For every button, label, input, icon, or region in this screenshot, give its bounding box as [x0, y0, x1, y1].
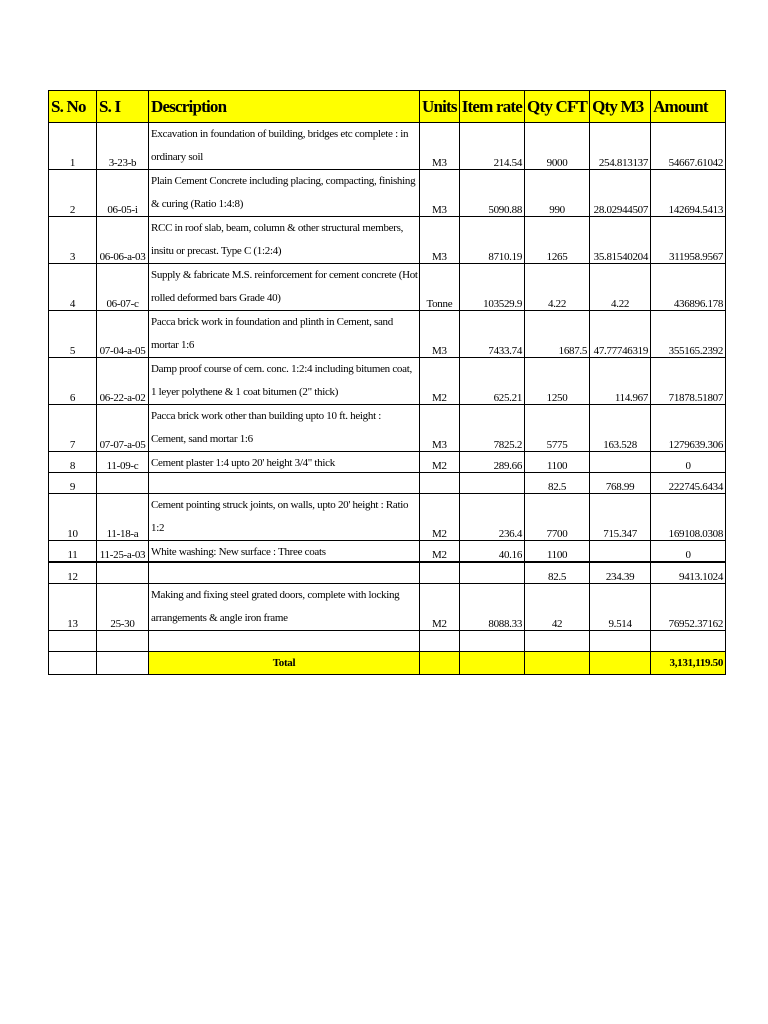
cell-description[interactable]: Damp proof course of cem. conc. 1:2:4 including bitumen coat, 1 leyer polythene & 1 coat bitumen (2" thick) [149, 358, 420, 405]
cell-qty-m3[interactable]: 768.99 [590, 473, 651, 494]
cell-sno[interactable]: 5 [49, 311, 97, 358]
cell-units[interactable]: M3 [420, 170, 460, 217]
total-row [49, 652, 726, 675]
cell-units[interactable]: M3 [420, 311, 460, 358]
cell-amount[interactable]: 222745.6434 [651, 473, 726, 494]
cell-sno[interactable]: 11 [49, 541, 97, 563]
cell-rate[interactable]: 7825.2 [459, 405, 524, 452]
cell-qty-cft[interactable]: 7700 [525, 494, 590, 541]
cell-si[interactable]: 06-06-a-03 [97, 217, 149, 264]
cell-rate[interactable]: 103529.9 [459, 264, 524, 311]
cell-qty-m3[interactable]: 35.81540204 [590, 217, 651, 264]
cell-amount[interactable]: 0 [651, 452, 726, 473]
empty-cell[interactable] [525, 631, 590, 652]
cell-units[interactable] [420, 562, 460, 584]
cell-qty-cft[interactable]: 1687.5 [525, 311, 590, 358]
table-row [49, 170, 726, 217]
cell-qty-cft[interactable]: 1100 [525, 452, 590, 473]
cell-si[interactable]: 11-18-a [97, 494, 149, 541]
cell-amount[interactable]: 436896.178 [651, 264, 726, 311]
cell-description[interactable] [149, 473, 420, 494]
cell-qty-cft[interactable]: 1250 [525, 358, 590, 405]
cell-rate[interactable]: 7433.74 [459, 311, 524, 358]
cell-qty-cft[interactable]: 42 [525, 584, 590, 631]
cell-sno[interactable]: 1 [49, 123, 97, 170]
cell-rate[interactable]: 8710.19 [459, 217, 524, 264]
cell-qty-cft[interactable]: 990 [525, 170, 590, 217]
cell-units[interactable]: M2 [420, 452, 460, 473]
cell-description[interactable]: White washing: New surface : Three coats [149, 541, 420, 563]
cell-amount[interactable]: 311958.9567 [651, 217, 726, 264]
cell-units[interactable]: M2 [420, 541, 460, 563]
cell-sno[interactable]: 12 [49, 562, 97, 584]
table-row [49, 311, 726, 358]
cell-sno[interactable]: 10 [49, 494, 97, 541]
empty-cell[interactable] [97, 631, 149, 652]
empty-cell[interactable] [149, 631, 420, 652]
header-sno[interactable]: S. No [49, 91, 97, 123]
cell-sno[interactable]: 8 [49, 452, 97, 473]
cell-units[interactable] [420, 473, 460, 494]
cell-qty-cft[interactable]: 1100 [525, 541, 590, 563]
estimate-table [48, 90, 726, 675]
cell-si[interactable]: 25-30 [97, 584, 149, 631]
cell-qty-cft[interactable]: 4.22 [525, 264, 590, 311]
empty-cell[interactable] [49, 631, 97, 652]
table-row [49, 358, 726, 405]
cell-qty-m3[interactable]: 234.39 [590, 562, 651, 584]
empty-cell[interactable] [651, 631, 726, 652]
cell-amount[interactable]: 0 [651, 541, 726, 563]
cell-amount[interactable]: 142694.5413 [651, 170, 726, 217]
table-row [49, 452, 726, 473]
cell-rate[interactable]: 236.4 [459, 494, 524, 541]
table-row [49, 494, 726, 541]
cell-si[interactable]: 11-09-c [97, 452, 149, 473]
empty-cell[interactable] [49, 652, 97, 675]
header-units[interactable]: Units [420, 91, 460, 123]
empty-cell[interactable] [420, 631, 460, 652]
empty-cell[interactable] [525, 652, 590, 675]
cell-sno[interactable]: 2 [49, 170, 97, 217]
cell-description[interactable]: Pacca brick work other than building upto 10 ft. height : Cement, sand mortar 1:6 [149, 405, 420, 452]
empty-cell[interactable] [459, 631, 524, 652]
table-row [49, 562, 726, 584]
header-item-rate[interactable]: Item rate [459, 91, 524, 123]
empty-cell[interactable] [590, 631, 651, 652]
cell-sno[interactable]: 9 [49, 473, 97, 494]
cell-description[interactable]: Supply & fabricate M.S. reinforcement for cement concrete (Hot rolled deformed bars Grade 40) [149, 264, 420, 311]
cell-rate[interactable]: 8088.33 [459, 584, 524, 631]
cell-units[interactable]: M2 [420, 494, 460, 541]
cell-units[interactable]: Tonne [420, 264, 460, 311]
cell-si[interactable]: 07-07-a-05 [97, 405, 149, 452]
cell-units[interactable]: M3 [420, 217, 460, 264]
cell-rate[interactable]: 289.66 [459, 452, 524, 473]
table-row [49, 123, 726, 170]
cell-sno[interactable]: 4 [49, 264, 97, 311]
table-row [49, 405, 726, 452]
cell-units[interactable]: M2 [420, 584, 460, 631]
cell-rate[interactable]: 40.16 [459, 541, 524, 563]
empty-cell[interactable] [459, 652, 524, 675]
cell-qty-m3[interactable]: 28.02944507 [590, 170, 651, 217]
table-row-empty [49, 631, 726, 652]
cell-qty-cft[interactable]: 5775 [525, 405, 590, 452]
cell-si[interactable]: 11-25-a-03 [97, 541, 149, 563]
cell-amount[interactable]: 1279639.306 [651, 405, 726, 452]
header-description[interactable]: Description [149, 91, 420, 123]
cell-units[interactable]: M3 [420, 405, 460, 452]
table-row [49, 473, 726, 494]
header-row [49, 91, 726, 123]
cell-rate[interactable]: 625.21 [459, 358, 524, 405]
cell-qty-m3[interactable]: 47.77746319 [590, 311, 651, 358]
table-row [49, 264, 726, 311]
header-qty-cft[interactable]: Qty CFT [525, 91, 590, 123]
empty-cell[interactable] [590, 652, 651, 675]
table-row [49, 541, 726, 563]
cell-description[interactable]: Pacca brick work in foundation and plinth in Cement, sand mortar 1:6 [149, 311, 420, 358]
cell-amount[interactable]: 169108.0308 [651, 494, 726, 541]
cell-si[interactable]: 3-23-b [97, 123, 149, 170]
empty-cell[interactable] [420, 652, 460, 675]
header-si[interactable]: S. I [97, 91, 149, 123]
cell-rate[interactable]: 5090.88 [459, 170, 524, 217]
cell-si[interactable] [97, 473, 149, 494]
cell-qty-cft[interactable]: 82.5 [525, 473, 590, 494]
cell-rate[interactable]: 214.54 [459, 123, 524, 170]
cell-amount[interactable]: 76952.37162 [651, 584, 726, 631]
cell-qty-m3[interactable]: 114.967 [590, 358, 651, 405]
cell-qty-cft[interactable]: 1265 [525, 217, 590, 264]
header-amount[interactable]: Amount [651, 91, 726, 123]
cell-si[interactable]: 06-22-a-02 [97, 358, 149, 405]
cell-qty-m3[interactable]: 254.813137 [590, 123, 651, 170]
cell-description[interactable]: Cement plaster 1:4 upto 20' height 3/4" thick [149, 452, 420, 473]
cell-qty-m3[interactable]: 163.528 [590, 405, 651, 452]
cell-description[interactable]: Excavation in foundation of building, bridges etc complete : in ordinary soil [149, 123, 420, 170]
cell-units[interactable]: M2 [420, 358, 460, 405]
total-label[interactable]: Total [149, 652, 420, 675]
cell-rate[interactable] [459, 473, 524, 494]
total-amount[interactable]: 3,131,119.50 [651, 652, 726, 675]
cell-qty-m3[interactable] [590, 541, 651, 563]
cell-description[interactable]: Plain Cement Concrete including placing, compacting, finishing & curing (Ratio 1:4:8) [149, 170, 420, 217]
cell-sno[interactable]: 13 [49, 584, 97, 631]
cell-amount[interactable]: 54667.61042 [651, 123, 726, 170]
cell-amount[interactable]: 9413.1024 [651, 562, 726, 584]
table-row [49, 584, 726, 631]
cell-si[interactable]: 07-04-a-05 [97, 311, 149, 358]
cell-sno[interactable]: 3 [49, 217, 97, 264]
cell-description[interactable] [149, 562, 420, 584]
cell-si[interactable] [97, 562, 149, 584]
header-qty-m3[interactable]: Qty M3 [590, 91, 651, 123]
cell-description[interactable]: RCC in roof slab, beam, column & other structural members, insitu or precast. Type C (1:2:4) [149, 217, 420, 264]
cell-description[interactable]: Cement pointing struck joints, on walls, upto 20' height : Ratio 1:2 [149, 494, 420, 541]
cell-sno[interactable]: 7 [49, 405, 97, 452]
cell-units[interactable]: M3 [420, 123, 460, 170]
cell-amount[interactable]: 71878.51807 [651, 358, 726, 405]
cell-rate[interactable] [459, 562, 524, 584]
cell-description[interactable]: Making and fixing steel grated doors, complete with locking arrangements & angle iron frame [149, 584, 420, 631]
table-row [49, 217, 726, 264]
cell-si[interactable]: 06-05-i [97, 170, 149, 217]
cell-qty-m3[interactable]: 4.22 [590, 264, 651, 311]
cell-qty-m3[interactable]: 715.347 [590, 494, 651, 541]
cell-qty-cft[interactable]: 82.5 [525, 562, 590, 584]
cell-qty-m3[interactable] [590, 452, 651, 473]
cell-qty-m3[interactable]: 9.514 [590, 584, 651, 631]
cell-si[interactable]: 06-07-c [97, 264, 149, 311]
cell-qty-cft[interactable]: 9000 [525, 123, 590, 170]
cell-sno[interactable]: 6 [49, 358, 97, 405]
empty-cell[interactable] [97, 652, 149, 675]
cell-amount[interactable]: 355165.2392 [651, 311, 726, 358]
